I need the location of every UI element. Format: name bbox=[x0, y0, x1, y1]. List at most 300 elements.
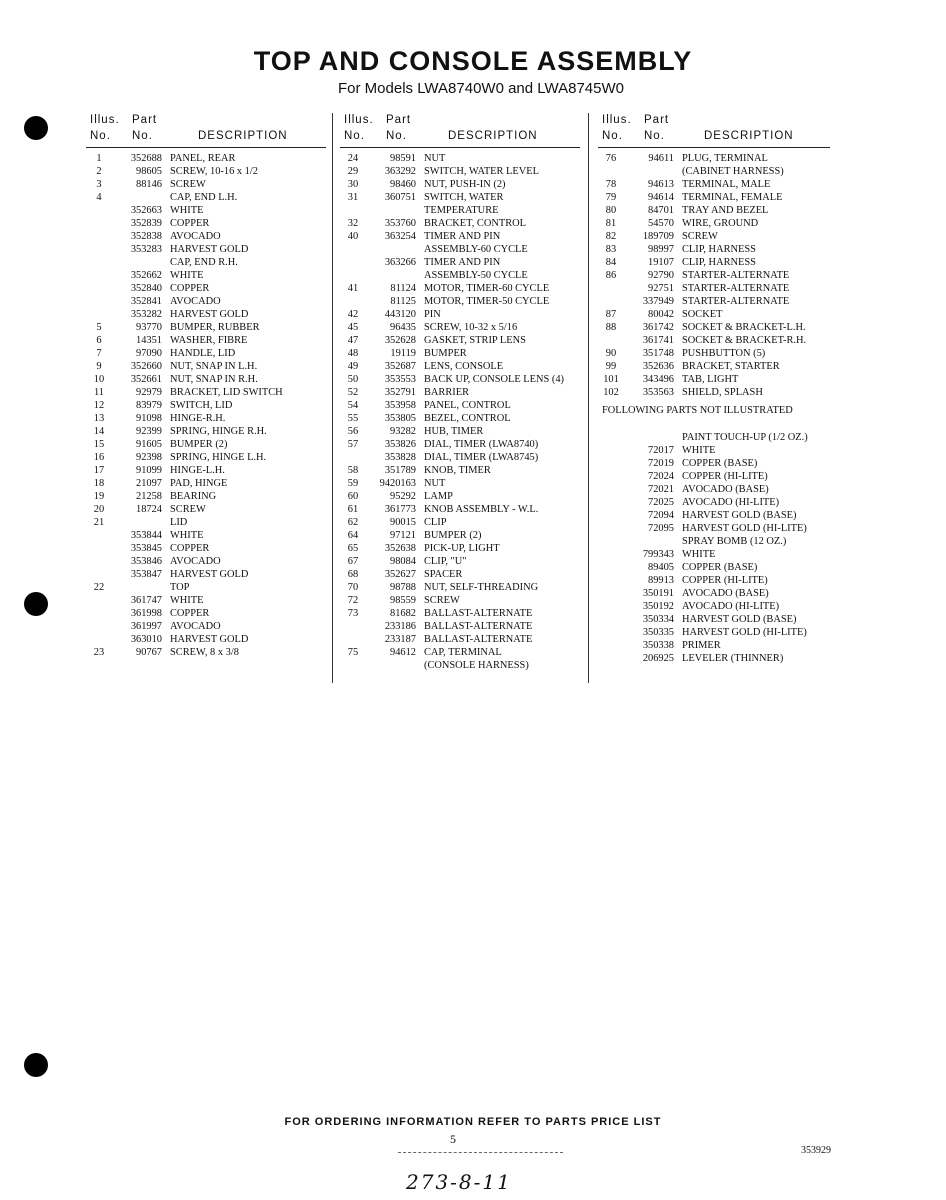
punch-hole-top bbox=[24, 116, 48, 140]
part-number: 89405 bbox=[648, 562, 674, 573]
parts-row bbox=[86, 620, 326, 633]
illus-number: 45 bbox=[347, 322, 359, 333]
page-title: TOP AND CONSOLE ASSEMBLY bbox=[253, 46, 693, 76]
part-description: WHITE bbox=[170, 205, 204, 216]
part-description: AVOCADO (BASE) bbox=[682, 588, 769, 599]
column-divider bbox=[332, 113, 333, 683]
illus-number: 70 bbox=[347, 582, 359, 593]
header-rule bbox=[340, 147, 580, 148]
part-number: 98084 bbox=[390, 556, 416, 567]
part-number: 98605 bbox=[136, 166, 162, 177]
parts-row bbox=[86, 399, 326, 412]
part-description: BRACKET, STARTER bbox=[682, 361, 780, 372]
part-number bbox=[624, 431, 682, 444]
parts-row bbox=[86, 152, 326, 165]
illus-number bbox=[598, 165, 624, 178]
illus-number: 61 bbox=[347, 504, 359, 515]
parts-row bbox=[598, 470, 830, 483]
illus-number bbox=[598, 470, 624, 483]
part-no-label: No. bbox=[386, 130, 407, 142]
parts-row bbox=[598, 600, 830, 613]
parts-row bbox=[598, 308, 830, 321]
part-description: SWITCH, LID bbox=[170, 400, 233, 411]
illus-number: 54 bbox=[347, 400, 359, 411]
illus-number: 40 bbox=[347, 231, 359, 242]
part-description: TERMINAL, MALE bbox=[682, 179, 771, 190]
part-description: COPPER (BASE) bbox=[682, 562, 758, 573]
part-description: KNOB ASSEMBLY - W.L. bbox=[424, 504, 539, 515]
part-number: 363010 bbox=[130, 634, 162, 645]
description-label: DESCRIPTION bbox=[198, 130, 288, 142]
part-number: 352687 bbox=[384, 361, 416, 372]
part-description: CAP, END L.H. bbox=[170, 192, 238, 203]
part-description: SOCKET & BRACKET-R.H. bbox=[682, 335, 807, 346]
part-number: 84701 bbox=[648, 205, 674, 216]
parts-row bbox=[340, 412, 580, 425]
part-description: HARVEST GOLD bbox=[170, 309, 249, 320]
parts-row bbox=[86, 347, 326, 360]
part-description: PAINT TOUCH-UP (1/2 OZ.) bbox=[682, 432, 808, 443]
part-no-label: No. bbox=[132, 130, 153, 142]
part-number: 90767 bbox=[136, 647, 162, 658]
illus-number bbox=[86, 269, 112, 282]
illus-number: 9 bbox=[96, 361, 102, 372]
part-number: 91098 bbox=[136, 413, 162, 424]
part-description: SCREW bbox=[424, 595, 460, 606]
part-description: DIAL, TIMER (LWA8740) bbox=[424, 439, 539, 450]
part-number: 83979 bbox=[136, 400, 162, 411]
part-description: AVOCADO (BASE) bbox=[682, 484, 769, 495]
parts-row bbox=[86, 165, 326, 178]
parts-row bbox=[598, 165, 830, 178]
part-number bbox=[112, 256, 170, 269]
part-number: 352636 bbox=[642, 361, 674, 372]
illus-number: 15 bbox=[93, 439, 105, 450]
part-number: 361741 bbox=[642, 335, 674, 346]
parts-row bbox=[598, 204, 830, 217]
part-number bbox=[624, 535, 682, 548]
illus-label: Illus. bbox=[90, 114, 120, 126]
part-description: HARVEST GOLD (HI-LITE) bbox=[682, 523, 807, 534]
column-header bbox=[598, 114, 830, 148]
illus-number: 52 bbox=[347, 387, 359, 398]
part-number: 361773 bbox=[384, 504, 416, 515]
illus-number: 32 bbox=[347, 218, 359, 229]
illus-number bbox=[598, 574, 624, 587]
parts-row bbox=[598, 652, 830, 665]
illus-number bbox=[598, 431, 624, 444]
parts-row bbox=[86, 646, 326, 659]
part-number: 97121 bbox=[390, 530, 416, 541]
illus-number bbox=[598, 639, 624, 652]
part-number: 98460 bbox=[390, 179, 416, 190]
illus-number: 80 bbox=[605, 205, 617, 216]
illus-number bbox=[598, 334, 624, 347]
parts-row bbox=[598, 230, 830, 243]
illus-label: Illus. bbox=[602, 114, 632, 126]
part-number: 353846 bbox=[130, 556, 162, 567]
part-label: Part bbox=[644, 114, 670, 126]
part-number: 189709 bbox=[642, 231, 674, 242]
part-description: CLIP, "U" bbox=[424, 556, 467, 567]
part-description: PLUG, TERMINAL bbox=[682, 153, 768, 164]
part-number: 350334 bbox=[642, 614, 674, 625]
part-description: SWITCH, WATER LEVEL bbox=[424, 166, 539, 177]
parts-row bbox=[598, 243, 830, 256]
part-label: Part bbox=[386, 114, 412, 126]
part-description: SCREW, 10-32 x 5/16 bbox=[424, 322, 518, 333]
illus-number: 72 bbox=[347, 595, 359, 606]
part-number: 94611 bbox=[648, 153, 674, 164]
illus-number bbox=[598, 509, 624, 522]
parts-row bbox=[598, 360, 830, 373]
parts-row bbox=[340, 451, 580, 464]
part-number: 353844 bbox=[130, 530, 162, 541]
parts-row bbox=[340, 659, 580, 672]
part-description: PANEL, REAR bbox=[170, 153, 236, 164]
illus-number: 5 bbox=[96, 322, 102, 333]
illus-number: 4 bbox=[96, 192, 102, 203]
illus-number: 82 bbox=[605, 231, 617, 242]
parts-row bbox=[340, 646, 580, 659]
part-number: 350338 bbox=[642, 640, 674, 651]
part-description: ASSEMBLY-60 CYCLE bbox=[424, 244, 528, 255]
part-description: STARTER-ALTERNATE bbox=[682, 296, 790, 307]
part-description: SPRING, HINGE R.H. bbox=[170, 426, 267, 437]
parts-row bbox=[598, 256, 830, 269]
illus-number: 102 bbox=[603, 387, 619, 398]
illus-number bbox=[86, 256, 112, 269]
part-description: GASKET, STRIP LENS bbox=[424, 335, 526, 346]
parts-row bbox=[598, 483, 830, 496]
part-number: 92398 bbox=[136, 452, 162, 463]
part-description: WHITE bbox=[170, 530, 204, 541]
parts-row bbox=[598, 386, 830, 399]
part-description: WHITE bbox=[682, 549, 716, 560]
parts-row bbox=[598, 295, 830, 308]
part-description: TIMER AND PIN bbox=[424, 231, 501, 242]
illus-number: 56 bbox=[347, 426, 359, 437]
part-number: 352663 bbox=[130, 205, 162, 216]
part-number: 352838 bbox=[130, 231, 162, 242]
parts-row bbox=[340, 477, 580, 490]
part-number: 72025 bbox=[648, 497, 674, 508]
parts-row bbox=[340, 282, 580, 295]
parts-row bbox=[598, 496, 830, 509]
part-description: CLIP, HARNESS bbox=[682, 257, 756, 268]
part-number: 353282 bbox=[130, 309, 162, 320]
illus-number bbox=[86, 529, 112, 542]
illus-no-label: No. bbox=[602, 130, 623, 142]
part-description: AVOCADO bbox=[170, 296, 221, 307]
parts-row bbox=[340, 438, 580, 451]
illus-number bbox=[598, 496, 624, 509]
part-description: AVOCADO (HI-LITE) bbox=[682, 497, 780, 508]
part-number: 350191 bbox=[642, 588, 674, 599]
part-description: PANEL, CONTROL bbox=[424, 400, 511, 411]
part-number: 92790 bbox=[648, 270, 674, 281]
part-description: LAMP bbox=[424, 491, 453, 502]
part-number: 21258 bbox=[136, 491, 162, 502]
part-description: COPPER bbox=[170, 543, 210, 554]
part-description: BRACKET, LID SWITCH bbox=[170, 387, 283, 398]
parts-row bbox=[86, 204, 326, 217]
illus-number bbox=[598, 652, 624, 665]
parts-row bbox=[340, 607, 580, 620]
part-number: 72017 bbox=[648, 445, 674, 456]
illus-number: 6 bbox=[96, 335, 102, 346]
part-description: HARVEST GOLD bbox=[170, 244, 249, 255]
illus-number bbox=[598, 457, 624, 470]
parts-row bbox=[86, 542, 326, 555]
illus-number: 47 bbox=[347, 335, 359, 346]
illus-number bbox=[598, 295, 624, 308]
part-description: SWITCH, WATER bbox=[424, 192, 504, 203]
part-description: KNOB, TIMER bbox=[424, 465, 491, 476]
part-number: 337949 bbox=[642, 296, 674, 307]
part-number: 351789 bbox=[384, 465, 416, 476]
illus-number bbox=[598, 444, 624, 457]
handwritten-note: 273-8-11 bbox=[406, 1170, 512, 1194]
ordering-info-footer: FOR ORDERING INFORMATION REFER TO PARTS PRICE LIST bbox=[284, 1116, 662, 1128]
part-description: SHIELD, SPLASH bbox=[682, 387, 763, 398]
illus-label: Illus. bbox=[344, 114, 374, 126]
part-number: 93282 bbox=[390, 426, 416, 437]
illus-number: 30 bbox=[347, 179, 359, 190]
part-label: Part bbox=[132, 114, 158, 126]
page-subtitle: For Models LWA8740W0 and LWA8745W0 bbox=[338, 80, 624, 97]
part-number: 352688 bbox=[130, 153, 162, 164]
parts-row bbox=[340, 503, 580, 516]
part-description: STARTER-ALTERNATE bbox=[682, 270, 790, 281]
part-description: LEVELER (THINNER) bbox=[682, 653, 784, 664]
parts-row bbox=[86, 191, 326, 204]
part-number: 94614 bbox=[648, 192, 674, 203]
part-number: 799343 bbox=[642, 549, 674, 560]
part-description: SPRING, HINGE L.H. bbox=[170, 452, 267, 463]
part-description: AVOCADO (HI-LITE) bbox=[682, 601, 780, 612]
part-description: HINGE-L.H. bbox=[170, 465, 225, 476]
parts-row bbox=[340, 217, 580, 230]
part-number: 233186 bbox=[384, 621, 416, 632]
parts-row bbox=[86, 217, 326, 230]
parts-row bbox=[598, 347, 830, 360]
part-number: 363254 bbox=[384, 231, 416, 242]
part-number: 98997 bbox=[648, 244, 674, 255]
illus-number: 21 bbox=[93, 517, 105, 528]
parts-row bbox=[598, 535, 830, 548]
part-number: 88146 bbox=[136, 179, 162, 190]
illus-number: 68 bbox=[347, 569, 359, 580]
illus-number bbox=[598, 613, 624, 626]
part-description: NUT, SNAP IN R.H. bbox=[170, 374, 258, 385]
part-number: 80042 bbox=[648, 309, 674, 320]
part-number: 361742 bbox=[642, 322, 674, 333]
part-number: 353553 bbox=[384, 374, 416, 385]
part-description: PIN bbox=[424, 309, 441, 320]
part-number: 353563 bbox=[642, 387, 674, 398]
part-number bbox=[112, 581, 170, 594]
part-description: SPRAY BOMB (12 OZ.) bbox=[682, 536, 787, 547]
parts-row bbox=[86, 529, 326, 542]
illus-number: 76 bbox=[605, 153, 617, 164]
illus-number: 29 bbox=[347, 166, 359, 177]
illus-number: 86 bbox=[605, 270, 617, 281]
parts-row bbox=[340, 581, 580, 594]
parts-row bbox=[86, 230, 326, 243]
part-description: PRIMER bbox=[682, 640, 721, 651]
part-number: 72095 bbox=[648, 523, 674, 534]
illus-number: 14 bbox=[93, 426, 105, 437]
parts-row bbox=[598, 574, 830, 587]
illus-number: 83 bbox=[605, 244, 617, 255]
parts-column-3 bbox=[598, 114, 830, 665]
punch-hole-middle bbox=[24, 592, 48, 616]
parts-row bbox=[86, 256, 326, 269]
part-description: DIAL, TIMER (LWA8745) bbox=[424, 452, 539, 463]
part-description: HARVEST GOLD (HI-LITE) bbox=[682, 627, 807, 638]
part-description: SCREW bbox=[170, 504, 206, 515]
part-description: NUT, SELF-THREADING bbox=[424, 582, 539, 593]
part-number: 96435 bbox=[390, 322, 416, 333]
parts-row bbox=[340, 152, 580, 165]
illus-number: 41 bbox=[347, 283, 359, 294]
part-description: TEMPERATURE bbox=[424, 205, 499, 216]
part-description: SCREW, 10-16 x 1/2 bbox=[170, 166, 258, 177]
part-number: 352841 bbox=[130, 296, 162, 307]
part-description: TRAY AND BEZEL bbox=[682, 205, 769, 216]
illus-number: 20 bbox=[93, 504, 105, 515]
document-number: 353929 bbox=[801, 1145, 831, 1156]
part-description: HARVEST GOLD bbox=[170, 634, 249, 645]
parts-row bbox=[340, 568, 580, 581]
part-number: 352839 bbox=[130, 218, 162, 229]
parts-row bbox=[86, 438, 326, 451]
illus-number: 1 bbox=[96, 153, 102, 164]
part-number: 19107 bbox=[648, 257, 674, 268]
part-description: TIMER AND PIN bbox=[424, 257, 501, 268]
illus-number: 42 bbox=[347, 309, 359, 320]
header-rule bbox=[86, 147, 326, 148]
part-description: BUMPER bbox=[424, 348, 467, 359]
parts-row bbox=[598, 522, 830, 535]
part-number: 352661 bbox=[130, 374, 162, 385]
part-number: 361747 bbox=[130, 595, 162, 606]
part-number: 353845 bbox=[130, 543, 162, 554]
parts-row bbox=[340, 321, 580, 334]
illus-number: 84 bbox=[605, 257, 617, 268]
part-description: TERMINAL, FEMALE bbox=[682, 192, 783, 203]
illus-number bbox=[86, 295, 112, 308]
part-number: 94613 bbox=[648, 179, 674, 190]
column-header bbox=[340, 114, 580, 148]
illus-number: 101 bbox=[603, 374, 619, 385]
illus-number: 10 bbox=[93, 374, 105, 385]
parts-row bbox=[340, 243, 580, 256]
part-description: (CONSOLE HARNESS) bbox=[424, 660, 529, 671]
illus-number: 24 bbox=[347, 153, 359, 164]
part-number: 361998 bbox=[130, 608, 162, 619]
parts-row bbox=[598, 431, 830, 444]
illus-number: 87 bbox=[605, 309, 617, 320]
part-number: 351748 bbox=[642, 348, 674, 359]
part-number bbox=[366, 269, 424, 282]
part-description: WHITE bbox=[170, 270, 204, 281]
parts-row bbox=[340, 633, 580, 646]
illus-number bbox=[86, 542, 112, 555]
illus-number: 55 bbox=[347, 413, 359, 424]
parts-row bbox=[340, 308, 580, 321]
description-label: DESCRIPTION bbox=[448, 130, 538, 142]
illus-number: 23 bbox=[93, 647, 105, 658]
illus-number: 64 bbox=[347, 530, 359, 541]
parts-row bbox=[86, 477, 326, 490]
page-number: 5 bbox=[450, 1132, 456, 1146]
parts-row bbox=[598, 269, 830, 282]
part-number: 353760 bbox=[384, 218, 416, 229]
part-number: 98788 bbox=[390, 582, 416, 593]
parts-row bbox=[598, 561, 830, 574]
illus-number: 62 bbox=[347, 517, 359, 528]
illus-number: 22 bbox=[93, 582, 105, 593]
part-number: 94612 bbox=[390, 647, 416, 658]
parts-row bbox=[598, 509, 830, 522]
part-number: 361997 bbox=[130, 621, 162, 632]
parts-row bbox=[86, 360, 326, 373]
part-description: SCREW bbox=[682, 231, 718, 242]
illus-number: 16 bbox=[93, 452, 105, 463]
column-header bbox=[86, 114, 326, 148]
part-description: PAD, HINGE bbox=[170, 478, 228, 489]
parts-row bbox=[340, 373, 580, 386]
parts-row bbox=[598, 152, 830, 165]
illus-number: 59 bbox=[347, 478, 359, 489]
parts-row bbox=[340, 555, 580, 568]
parts-row bbox=[340, 204, 580, 217]
part-number: 360751 bbox=[384, 192, 416, 203]
part-number: 81125 bbox=[390, 296, 416, 307]
illus-number bbox=[340, 633, 366, 646]
part-description: LENS, CONSOLE bbox=[424, 361, 504, 372]
part-description: WHITE bbox=[682, 445, 716, 456]
parts-column-2 bbox=[340, 114, 580, 672]
part-number: 19119 bbox=[390, 348, 416, 359]
parts-row bbox=[86, 568, 326, 581]
part-number: 95292 bbox=[390, 491, 416, 502]
part-description: COPPER (BASE) bbox=[682, 458, 758, 469]
illus-number bbox=[340, 269, 366, 282]
part-description: SPACER bbox=[424, 569, 463, 580]
part-number: 353847 bbox=[130, 569, 162, 580]
illus-number: 2 bbox=[96, 166, 102, 177]
illus-number bbox=[598, 282, 624, 295]
part-description: NUT bbox=[424, 153, 446, 164]
part-number: 352791 bbox=[384, 387, 416, 398]
part-number: 98559 bbox=[390, 595, 416, 606]
part-description: WHITE bbox=[170, 595, 204, 606]
illus-number bbox=[86, 308, 112, 321]
illus-number bbox=[86, 620, 112, 633]
part-number: 18724 bbox=[136, 504, 162, 515]
part-description: COPPER bbox=[170, 283, 210, 294]
part-description: AVOCADO bbox=[170, 621, 221, 632]
part-number: 98591 bbox=[390, 153, 416, 164]
parts-row bbox=[598, 282, 830, 295]
part-description: COPPER (HI-LITE) bbox=[682, 471, 768, 482]
part-description: CAP, TERMINAL bbox=[424, 647, 502, 658]
illus-no-label: No. bbox=[344, 130, 365, 142]
illus-number: 49 bbox=[347, 361, 359, 372]
